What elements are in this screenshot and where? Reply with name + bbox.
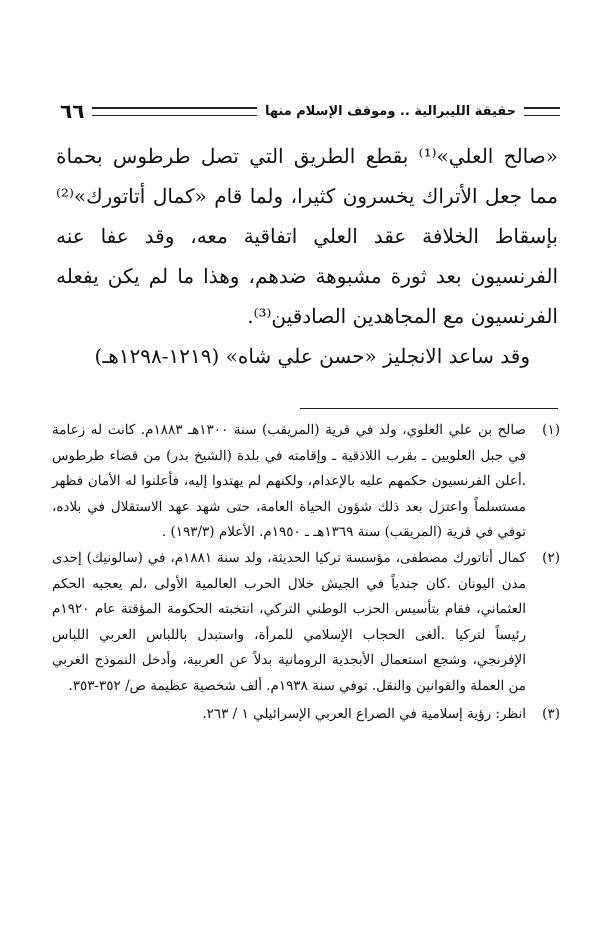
footnote-text: انظر: رؤية إسلامية في الصراع العربي الإسرائيلي ١ / ٢٦٣. xyxy=(202,705,526,722)
header-rule-right xyxy=(524,107,560,116)
header-title: حقيقة الليبرالية .. وموقف الإسلام منها xyxy=(264,103,516,119)
footnote-marker: (١) xyxy=(542,422,560,438)
running-header xyxy=(60,94,560,128)
footnote-1 xyxy=(52,418,560,546)
body-paragraph-2: وقد ساعد الانجليز «حسن علي شاه» (١٢١٩-١٢٩٨هـ) xyxy=(94,344,530,368)
footnotes xyxy=(52,418,560,727)
footnote-text: صالح بن علي العلوي، ولد في قرية (المريقب) سنة ١٣٠٠هـ ١٨٨٣م. كانت له زعامة في جبل العلويين ـ بقرب اللاذقية ـ وإقامته في بلدة (الشيخ بدر) من قضاء طرطوس .أعلن الفرنسيون حكمهم عليه بالإعدام، ولكنهم لم يهتدوا إليه، فأعلنوا له الأمان فظهر مستسلماً واعتزل بعد ذلك شؤون الحياة العامة، حتى شهد عهد الاستقلال في بلاده، توفي في قرية (المريقب) سنة ١٣٦٩هـ ـ ١٩٥٠م. الأعلام (١٩٣/٣) . xyxy=(52,422,526,541)
footnote-divider xyxy=(300,408,558,409)
page-number: ٦٦ xyxy=(60,99,85,123)
footnote-marker: (٢) xyxy=(542,549,560,566)
main-text xyxy=(56,136,558,376)
header-rule-left xyxy=(92,107,257,116)
footnote-marker: (٣) xyxy=(542,705,560,722)
footnote-3 xyxy=(52,702,560,728)
footnote-text: كمال أتاتورك مصطفى، مؤسسة تركيا الحديثة، ولد سنة ١٨٨١م، في (سالونيك) إحدى مدن اليونان .كان جندياً في الجيش خلال الحرب العالمية الأولى ،لم يعجبه الحكم العثماني، فقام بتأسيس الحزب الوطني التركي، انتخبته الحكومة المؤقتة عام ١٩٢٠م رئيساً لتركيا .ألغى الحجاب الإسلامي للمرأة، واستبدل باللباس العربي اللباس الإفرنجي، وشجع استعمال الأبجدية الرومانية بدلاً عن العربية، وأدخل النموذج الغربي من العملة والقوانين والنقل. توفي سنة ١٩٣٨م. ألف شخصية عظيمة ص/ ٣٥٢-٣٥٣. xyxy=(52,549,526,694)
footnote-2 xyxy=(52,546,560,700)
body-paragraph-1: «صالح العلي»⁽¹⁾ بقطع الطريق التي تصل طرطوس بحماة مما جعل الأتراك يخسرون كثيرا، ولما قام «كمال أتاتورك»⁽²⁾ بإسقاط الخلافة عقد العلي اتفاقية معه، وقد عفا عنه الفرنسيون بعد ثورة مشبوهة ضدهم، وهذا ما لم يكن يفعله الفرنسيون مع المجاهدين الصادقين⁽³⁾. xyxy=(56,144,558,328)
